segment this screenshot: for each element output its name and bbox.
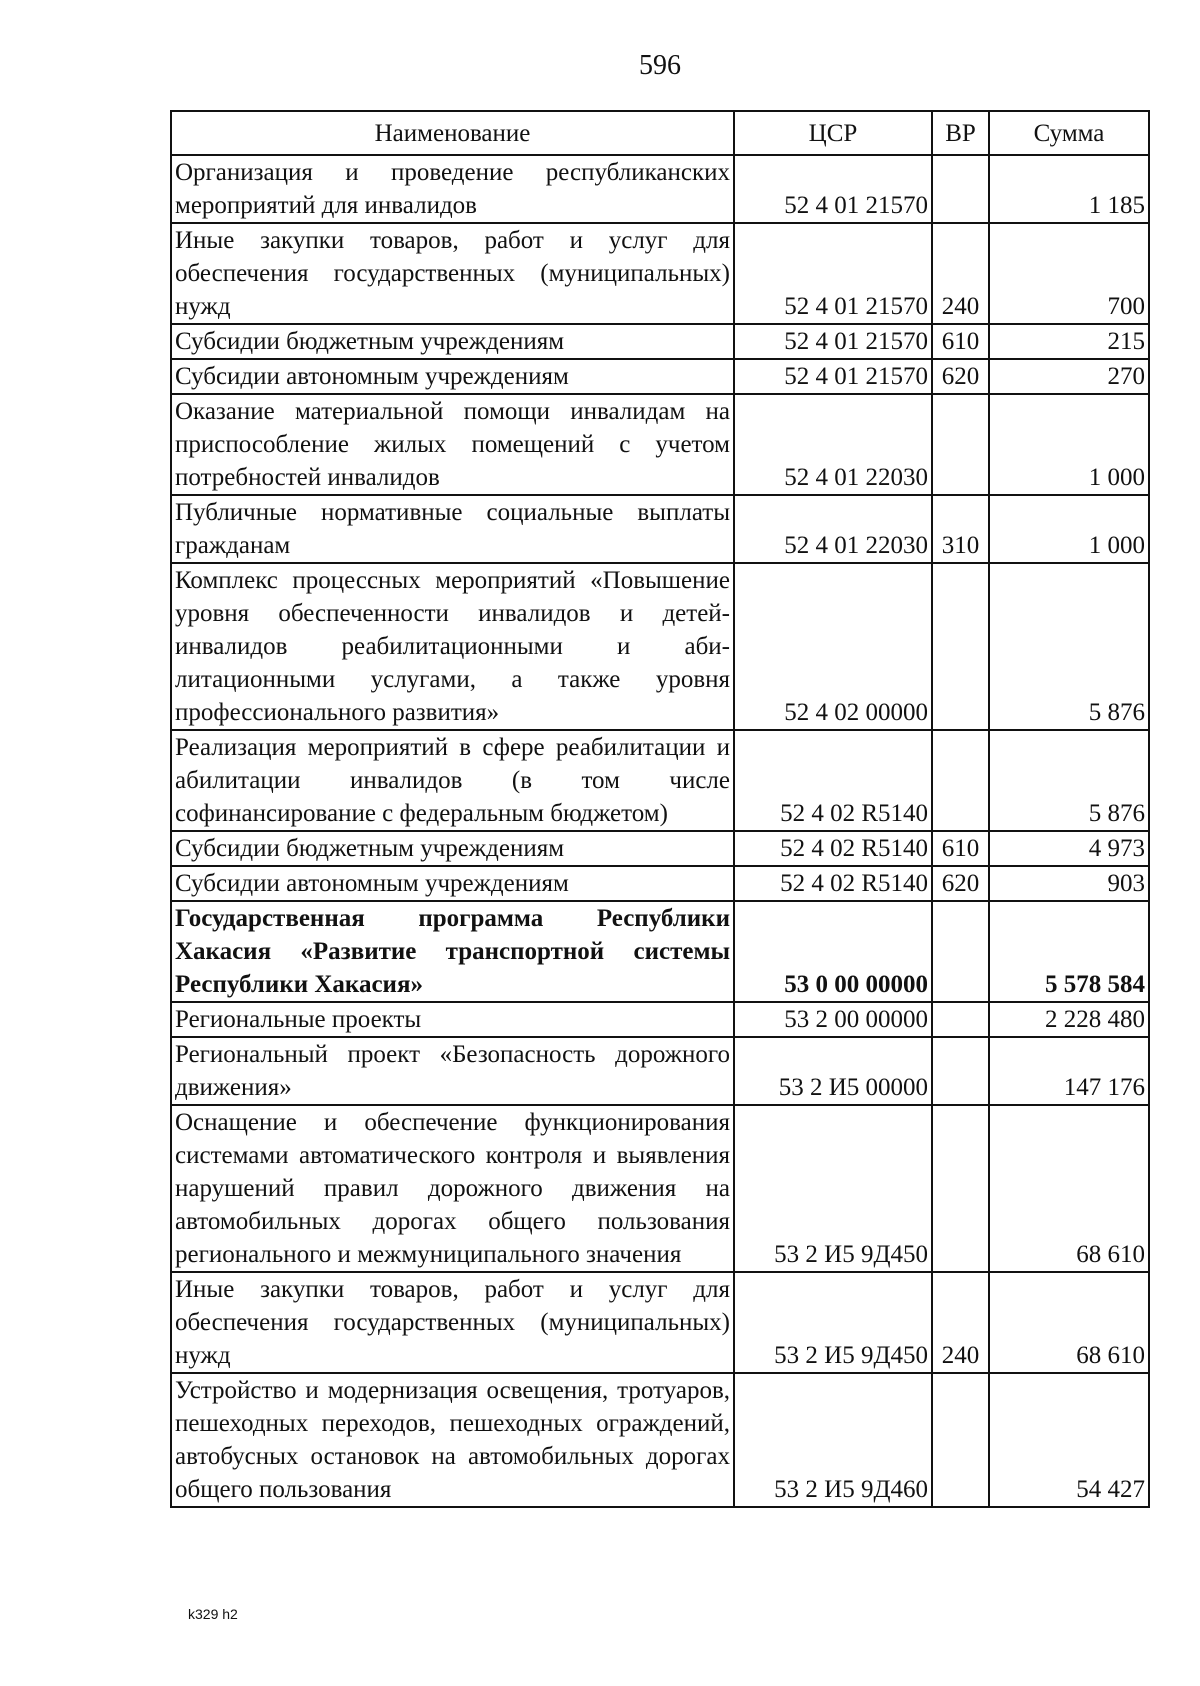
row-name: Публичные нормативные социальные выплаты гражданам bbox=[171, 495, 734, 563]
row-csr: 53 2 И5 00000 bbox=[734, 1037, 932, 1105]
row-vr: 620 bbox=[932, 359, 989, 394]
row-csr: 52 4 02 R5140 bbox=[734, 730, 932, 831]
row-csr: 52 4 02 R5140 bbox=[734, 831, 932, 866]
row-sum: 4 973 bbox=[989, 831, 1149, 866]
table-row bbox=[171, 730, 1149, 831]
budget-table bbox=[170, 110, 1150, 1508]
row-csr: 53 2 И5 9Д450 bbox=[734, 1272, 932, 1373]
row-sum: 270 bbox=[989, 359, 1149, 394]
row-name: Комплекс процессных мероприятий «Повышение уровня обеспеченности инвалидов и детей-инвалидов реабилитационными и абилитационными услугами, а также уровня профессионального развития» bbox=[171, 563, 734, 730]
row-csr: 52 4 01 21570 bbox=[734, 359, 932, 394]
row-csr: 52 4 01 21570 bbox=[734, 223, 932, 324]
row-sum: 68 610 bbox=[989, 1272, 1149, 1373]
row-name: Субсидии бюджетным учреждениям bbox=[171, 324, 734, 359]
table-row bbox=[171, 1037, 1149, 1105]
row-sum: 68 610 bbox=[989, 1105, 1149, 1272]
row-vr bbox=[932, 1373, 989, 1507]
row-sum: 2 228 480 bbox=[989, 1002, 1149, 1037]
row-name: Реализация мероприятий в сфере реабилитации и абилитации инвалидов (в том числе софинансирование с федеральным бюджетом) bbox=[171, 730, 734, 831]
row-vr bbox=[932, 394, 989, 495]
row-sum: 5 876 bbox=[989, 563, 1149, 730]
row-name: Государственная программа Республики Хакасия «Развитие транспортной системы Республики Хакасия» bbox=[171, 901, 734, 1002]
row-sum: 5 876 bbox=[989, 730, 1149, 831]
row-name: Иные закупки товаров, работ и услуг для обеспечения государственных (муниципальных) нужд bbox=[171, 223, 734, 324]
row-csr: 52 4 01 22030 bbox=[734, 495, 932, 563]
row-sum: 903 bbox=[989, 866, 1149, 901]
row-sum: 54 427 bbox=[989, 1373, 1149, 1507]
header-name: Наименование bbox=[171, 111, 734, 155]
row-sum: 1 185 bbox=[989, 155, 1149, 223]
row-vr bbox=[932, 1037, 989, 1105]
table-row bbox=[171, 901, 1149, 1002]
table-row bbox=[171, 1373, 1149, 1507]
row-vr bbox=[932, 901, 989, 1002]
table-row bbox=[171, 1105, 1149, 1272]
row-vr bbox=[932, 1002, 989, 1037]
row-vr: 610 bbox=[932, 831, 989, 866]
row-sum: 1 000 bbox=[989, 394, 1149, 495]
row-name: Субсидии бюджетным учреждениям bbox=[171, 831, 734, 866]
table-body bbox=[171, 155, 1149, 1507]
row-csr: 52 4 02 00000 bbox=[734, 563, 932, 730]
row-csr: 53 0 00 00000 bbox=[734, 901, 932, 1002]
header-csr: ЦСР bbox=[734, 111, 932, 155]
row-vr bbox=[932, 730, 989, 831]
row-name: Субсидии автономным учреждениям bbox=[171, 359, 734, 394]
row-vr bbox=[932, 563, 989, 730]
row-csr: 53 2 00 00000 bbox=[734, 1002, 932, 1037]
table-row bbox=[171, 223, 1149, 324]
table-row bbox=[171, 563, 1149, 730]
row-name: Субсидии автономным учреждениям bbox=[171, 866, 734, 901]
table-row bbox=[171, 359, 1149, 394]
row-csr: 52 4 01 21570 bbox=[734, 324, 932, 359]
table-row bbox=[171, 831, 1149, 866]
row-csr: 53 2 И5 9Д450 bbox=[734, 1105, 932, 1272]
row-name: Иные закупки товаров, работ и услуг для обеспечения государственных (муниципальных) нужд bbox=[171, 1272, 734, 1373]
table-row bbox=[171, 1272, 1149, 1373]
header-vr: ВР bbox=[932, 111, 989, 155]
table-row bbox=[171, 1002, 1149, 1037]
row-sum: 147 176 bbox=[989, 1037, 1149, 1105]
row-name: Оказание материальной помощи инвалидам на приспособление жилых помещений с учетом потребностей инвалидов bbox=[171, 394, 734, 495]
table-header-row bbox=[171, 111, 1149, 155]
row-name: Организация и проведение республиканских мероприятий для инвалидов bbox=[171, 155, 734, 223]
row-vr: 610 bbox=[932, 324, 989, 359]
row-name: Устройство и модернизация освещения, тротуаров, пешеходных переходов, пешеходных ограждений, автобусных остановок на автомобильных дорогах общего пользования bbox=[171, 1373, 734, 1507]
row-name: Региональный проект «Безопасность дорожного движения» bbox=[171, 1037, 734, 1105]
row-sum: 700 bbox=[989, 223, 1149, 324]
page-number: 596 bbox=[639, 50, 681, 81]
table-row bbox=[171, 866, 1149, 901]
row-sum: 215 bbox=[989, 324, 1149, 359]
row-vr bbox=[932, 155, 989, 223]
row-sum: 1 000 bbox=[989, 495, 1149, 563]
row-vr: 310 bbox=[932, 495, 989, 563]
row-vr bbox=[932, 1105, 989, 1272]
row-csr: 52 4 01 22030 bbox=[734, 394, 932, 495]
table-row bbox=[171, 394, 1149, 495]
row-vr: 240 bbox=[932, 1272, 989, 1373]
row-csr: 52 4 02 R5140 bbox=[734, 866, 932, 901]
header-sum: Сумма bbox=[989, 111, 1149, 155]
row-vr: 620 bbox=[932, 866, 989, 901]
table-row bbox=[171, 155, 1149, 223]
row-name: Региональные проекты bbox=[171, 1002, 734, 1037]
row-csr: 53 2 И5 9Д460 bbox=[734, 1373, 932, 1507]
row-vr: 240 bbox=[932, 223, 989, 324]
footer-code: k329 h2 bbox=[188, 1606, 238, 1622]
table-row bbox=[171, 495, 1149, 563]
row-sum: 5 578 584 bbox=[989, 901, 1149, 1002]
row-csr: 52 4 01 21570 bbox=[734, 155, 932, 223]
row-name: Оснащение и обеспечение функционирования системами автоматического контроля и выявления нарушений правил дорожного движения на автомобильных дорогах общего пользования регионального и межмуниципального значения bbox=[171, 1105, 734, 1272]
table-row bbox=[171, 324, 1149, 359]
